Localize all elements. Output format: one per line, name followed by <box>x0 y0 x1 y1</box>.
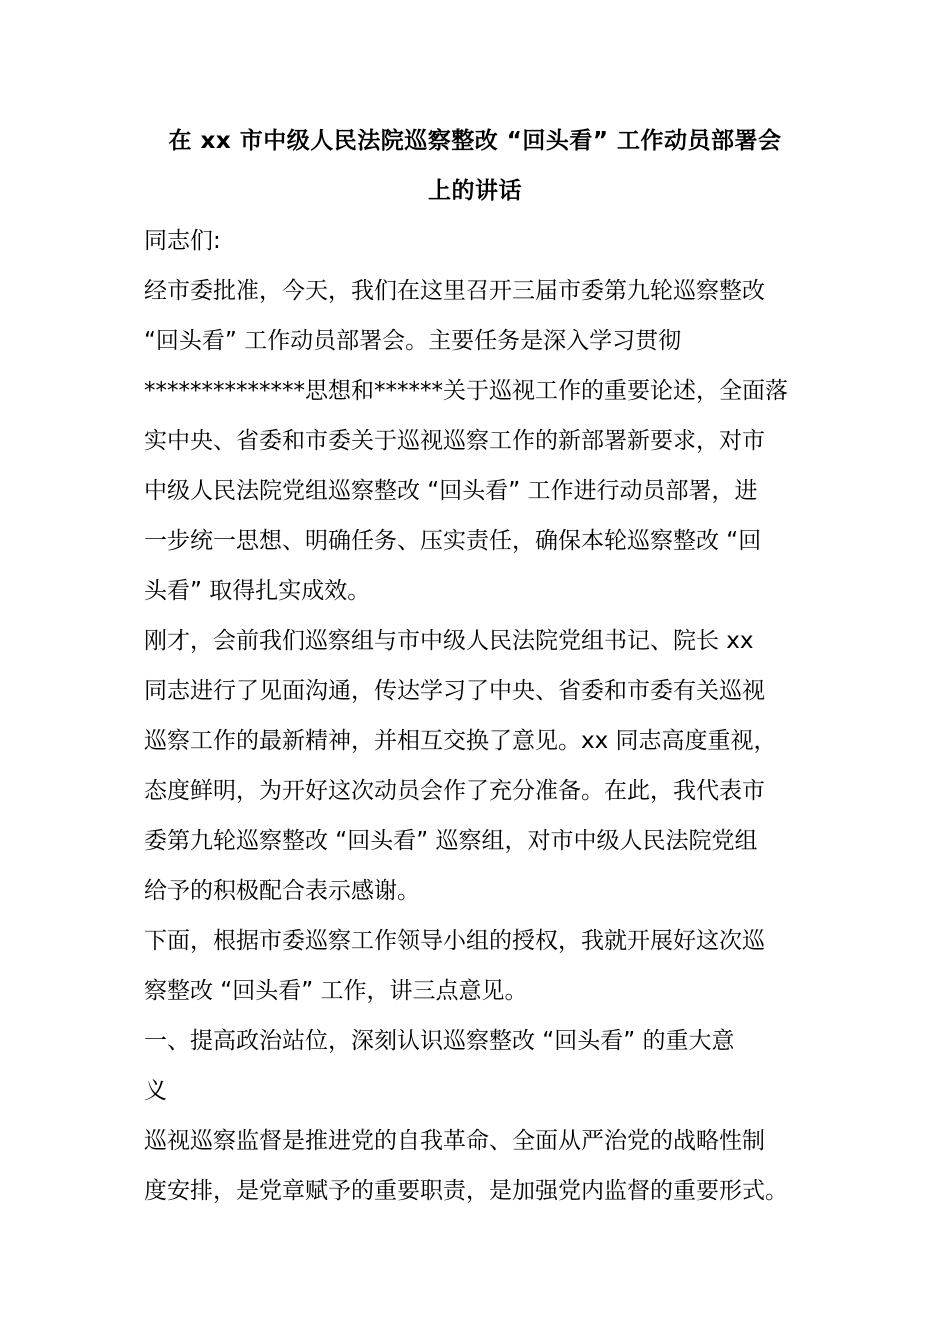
text-line: 下面，根据市委巡察工作领导小组的授权，我就开展好这次巡 <box>144 928 765 954</box>
paragraph-1 <box>144 266 816 616</box>
paragraph-4 <box>144 1116 816 1216</box>
heading-line: 一、提高政治站位，深刻认识巡察整改 “回头看” 的重大意 <box>144 1028 735 1054</box>
text-line: 经市委批准，今天，我们在这里召开三届市委第九轮巡察整改 <box>144 278 765 304</box>
text-line: 一步统一思想、明确任务、压实责任，确保本轮巡察整改 “回 <box>144 528 762 554</box>
document-title <box>140 116 810 216</box>
title-line: 上的讲话 <box>428 178 522 204</box>
greeting <box>144 216 816 266</box>
text-line: 实中央、省委和市委关于巡视巡察工作的新部署新要求，对市 <box>144 428 765 454</box>
text-line: 刚才，会前我们巡察组与市中级人民法院党组书记、院长 xx <box>144 628 754 654</box>
text-line: 度安排，是党章赋予的重要职责，是加强党内监督的重要形式。 <box>144 1178 788 1204</box>
text-line: 头看” 取得扎实成效。 <box>144 578 371 604</box>
text-line: 巡视巡察监督是推进党的自我革命、全面从严治党的战略性制 <box>144 1128 765 1154</box>
paragraph-3 <box>144 916 816 1016</box>
text-line: “回头看” 工作动员部署会。主要任务是深入学习贯彻 <box>144 328 682 354</box>
title-line: 在 xx 市中级人民法院巡察整改 “回头看” 工作动员部署会 <box>168 128 782 154</box>
greeting-line: 同志们: <box>144 228 221 254</box>
text-line: 给予的积极配合表示感谢。 <box>144 878 420 904</box>
document-body <box>144 216 816 1216</box>
text-line: 巡察工作的最新精神，并相互交换了意见。xx 同志高度重视， <box>144 728 777 754</box>
heading-line: 义 <box>144 1078 167 1104</box>
section-heading-1 <box>144 1016 816 1116</box>
text-line: 态度鲜明，为开好这次动员会作了充分准备。在此，我代表市 <box>144 778 765 804</box>
text-line: 同志进行了见面沟通，传达学习了中央、省委和市委有关巡视 <box>144 678 765 704</box>
text-line: 中级人民法院党组巡察整改 “回头看” 工作进行动员部署，进 <box>144 478 758 504</box>
text-line: 委第九轮巡察整改 “回头看” 巡察组，对市中级人民法院党组 <box>144 828 758 854</box>
paragraph-2 <box>144 616 816 916</box>
text-line: **************思想和******关于巡视工作的重要论述，全面落 <box>144 378 788 404</box>
text-line: 察整改 “回头看” 工作，讲三点意见。 <box>144 978 528 1004</box>
